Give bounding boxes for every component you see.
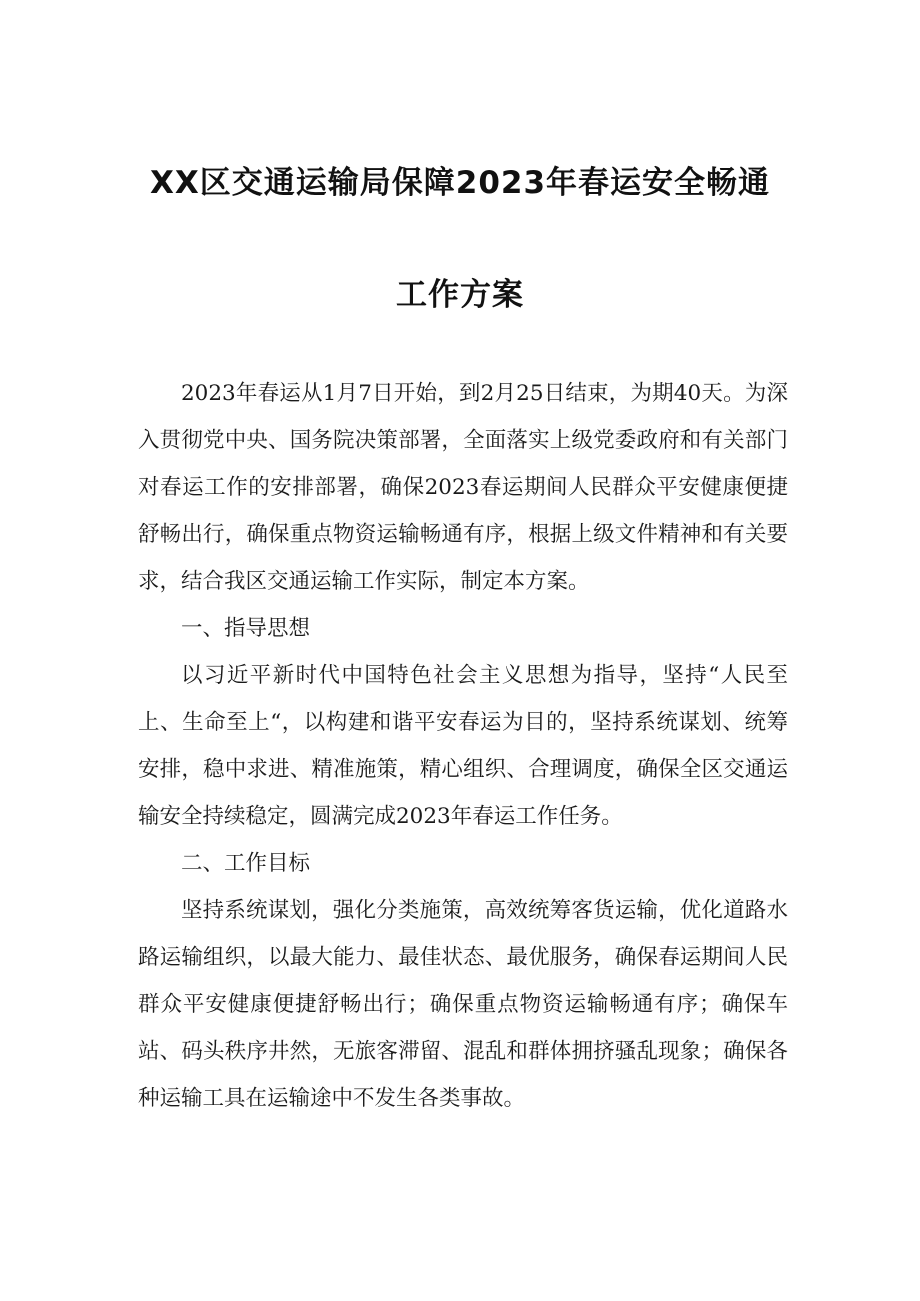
- document-title-line-2: 工作方案: [396, 277, 524, 313]
- paragraph-intro: 2023年春运从1月7日开始，到2月25日结束，为期40天。为深入贯彻党中央、国务院决策部署，全面落实上级党委政府和有关部门对春运工作的安排部署，确保2023春运期间人民群众平安健康便捷舒畅出行，确保重点物资运输畅通有序，根据上级文件精神和有关要求，结合我区交通运输工作实际，制定本方案。: [138, 381, 788, 594]
- section-heading-work-goals: 二、工作目标: [181, 851, 311, 876]
- section-heading-guiding-ideology: 一、指导思想: [181, 616, 311, 641]
- document-title-line-1: XX区交通运输局保障2023年春运安全畅通: [149, 165, 771, 201]
- document-body: [138, 370, 788, 1122]
- paragraph-work-goals: 坚持系统谋划，强化分类施策，高效统筹客货运输，优化道路水路运输组织，以最大能力、最佳状态、最优服务，确保春运期间人民群众平安健康便捷舒畅出行；确保重点物资运输畅通有序；确保车站、码头秩序井然，无旅客滞留、混乱和群体拥挤骚乱现象；确保各种运输工具在运输途中不发生各类事故。: [138, 898, 788, 1111]
- paragraph-guiding-ideology: 以习近平新时代中国特色社会主义思想为指导，坚持“人民至上、生命至上“，以构建和谐平安春运为目的，坚持系统谋划、统筹安排，稳中求进、精准施策，精心组织、合理调度，确保全区交通运输安全持续稳定，圆满完成2023年春运工作任务。: [138, 663, 788, 829]
